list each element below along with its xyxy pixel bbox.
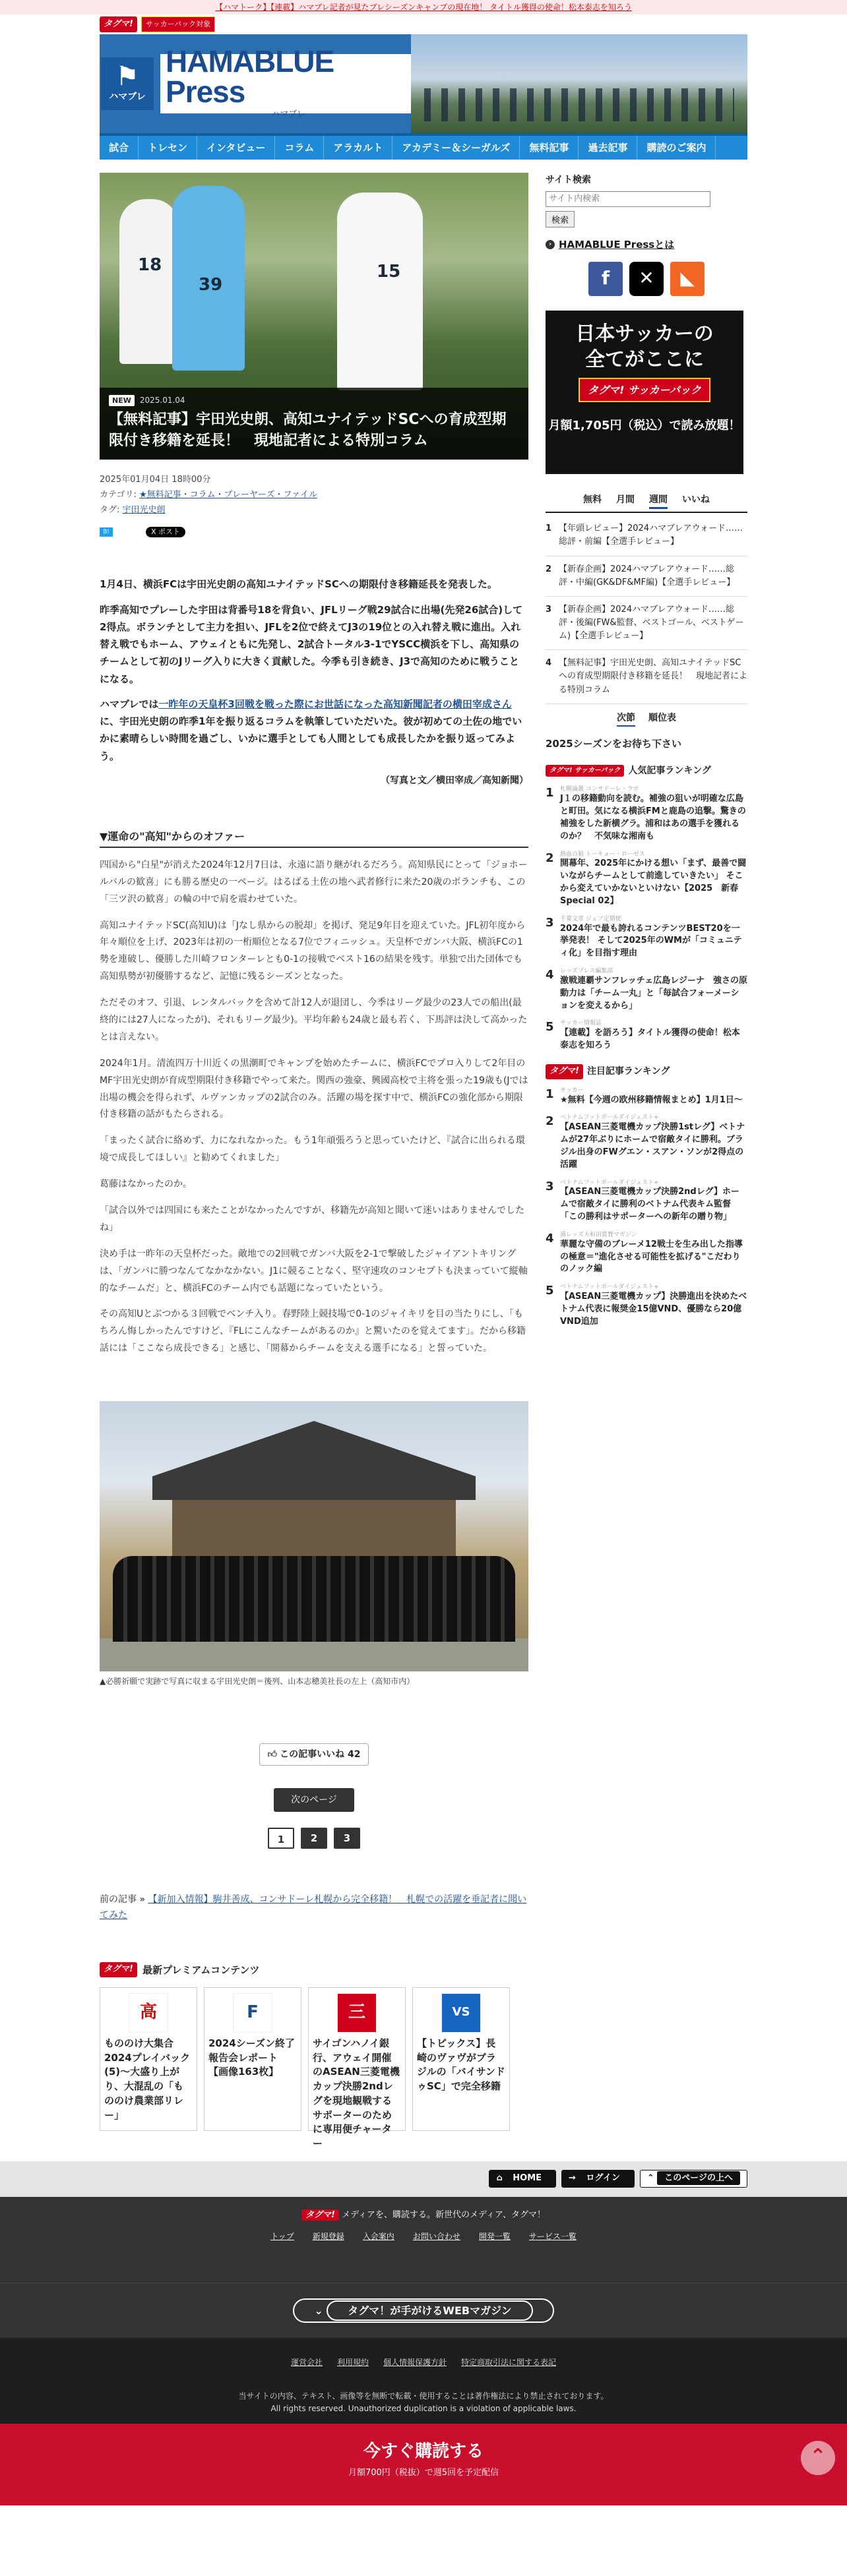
article (100, 173, 528, 2150)
subscribe-cta[interactable] (0, 2424, 847, 2505)
media-logo-icon: 高 (129, 1993, 168, 2033)
nav-interview[interactable]: インタビュー (197, 136, 275, 160)
body-paragraph: ただそのオフ、引退、レンタルバックを含めて計12人が退団し、今季はリーグ最少の23人での船出(最終的には27人になったが)、それもリーグ最少)。平均年齢も24歳と最も若く、下馬評は決して高かったとは言えない。 (100, 998, 528, 1042)
ad-pack: タグマ! サッカーパック (579, 378, 710, 403)
list-item[interactable]: 3 千葉文章 ジェフ定期便 2024年で最も誇れるコンテンツBEST20を一挙発表！ そして2025年のWMが「コミュニティ化」を目指す理由 (546, 915, 742, 959)
nav-free[interactable]: 無料記事 (520, 136, 579, 160)
list-item[interactable]: 1 札幌論叢 コンサドーレ・ラボ J１の移籍動向を読む。補強の狙いが明確な広島と町田。気になる横浜FMと鹿島の追撃。驚きの補強をした新横グラ。浦和はあの選手を獲れるのか？ 不気味な湘南も (546, 786, 746, 841)
article-body (100, 857, 528, 1358)
footer-tagline: メディアを、購読する。新世代のメディア、タグマ！ (342, 2209, 546, 2220)
cta-title: 今すぐ購読する (363, 2441, 484, 2461)
hero-date: 2025.01.04 (139, 396, 185, 405)
media-logo-icon: VS (441, 1993, 481, 2033)
tagma-logo: タグマ! (546, 1064, 583, 1079)
global-nav (100, 133, 747, 160)
list-item[interactable]: 2 ベトナムフットボールダイジェスト+ 【ASEAN三菱電機カップ決勝1stレグ】ベトナムが27年ぶりにホームで宿敵タイに勝利。ブラジル出身のFWグエン・スアン・ソンが2得点の活躍 (546, 1114, 745, 1170)
home-button[interactable]: ⌂ HOME (489, 2170, 556, 2188)
category-links[interactable]: ★無料記事・コラム・プレーヤーズ・ファイル (139, 489, 318, 500)
sidebar (546, 173, 747, 2131)
page-top-button[interactable]: ⌃ このページの上へ (640, 2170, 747, 2188)
page-3[interactable]: 3 (334, 1828, 360, 1849)
page-2[interactable]: 2 (301, 1828, 327, 1849)
about-label[interactable]: HAMABLUE Pressとは (559, 238, 675, 251)
photo-caption: ▲必勝祈願で実跡で写真に収まる宇田光史朗＝後列、山本志穂美社長の左上（高知市内） (100, 1677, 415, 1687)
category-label: カテゴリ: (100, 489, 137, 500)
tab-next-match[interactable]: 次節 (617, 711, 635, 727)
lead-text (100, 576, 528, 789)
nav-alacarte[interactable]: アラカルト (324, 136, 392, 160)
footer-link-terms[interactable]: 利用規約 (336, 2357, 369, 2367)
body-paragraph: 四国から"白星"が消えた2024年12月7日は、永遠に語り継がれるだろう。高知県民にとって「ジョホールバルの歓喜」にも勝る歴史の一ページ。はるばる土佐の地へ武者修行に来た20歳のボランチも、この「三ツ沢の歓喜」の輪の中で肩を震わせていた。 (100, 859, 528, 905)
hatena-icon[interactable]: B! (100, 527, 113, 537)
copyright-en: All rights reserved. Unauthorized duplication is a violation of applicable laws. (270, 2404, 577, 2414)
x-post-button[interactable]: X ポスト (146, 527, 185, 537)
footer-link-guide[interactable]: 入会案内 (362, 2231, 394, 2241)
premium-card[interactable] (204, 1987, 301, 2131)
tag-label: タグ: (100, 504, 120, 515)
announcement-bar[interactable] (0, 0, 847, 15)
premium-card[interactable] (100, 1987, 197, 2131)
thumbs-up-icon: 👍︎ (267, 1749, 278, 1760)
previous-article (100, 1892, 528, 1924)
footer-link-contact[interactable]: お問い合わせ (412, 2231, 460, 2241)
tagma-logo[interactable]: タグマ! (100, 16, 137, 33)
facebook-icon[interactable]: f (588, 262, 623, 296)
focus-ranking-header (546, 1064, 747, 1079)
premium-card-title: サイゴンハノイ銀行、アウェイ開催のASEAN三菱電機カップ決勝2ndレグを現地観戦するサポーターのために専用便チャーター (313, 2037, 400, 2150)
header-photo (411, 34, 747, 133)
prev-article-link[interactable]: 【新加入情報】駒井善成、コンサドーレ札幌から完全移籍！ 札幌での活躍を垂記者に聞いてみた (100, 1894, 527, 1921)
body-paragraph: 高知ユナイテッドSC(高知U)は「Jなし県からの脱却」を掲げ、発足9年目を迎えていた。JFL初年度から年々順位を上げ、2023年は初の一桁順位となる7位でフィニッシュ。天皇杯でガンバ大阪、横浜FCの1勢を連破し、優勝した川崎フロンターレとも0-1の接戦でベスト16の結果を残す。単独で出た団体でも高知県勢が初優勝するなど、記憶に残るシーズンとなった。 (100, 920, 526, 982)
footer-link-services[interactable]: サービス一覧 (528, 2231, 577, 2241)
standings-tabs (546, 711, 747, 727)
about-link[interactable] (546, 237, 747, 253)
scroll-top-icon[interactable]: ⌃ (801, 2441, 835, 2475)
tagma-logo: タグマ! (301, 2209, 339, 2221)
post-label: ポスト (158, 527, 181, 537)
x-icon[interactable]: ✕ (629, 262, 664, 296)
rss-icon[interactable]: ◣ (670, 262, 705, 296)
lead-paragraph: 1月4日、横浜FCは宇田光史朗の高知ユナイテッドSCへの期限付き移籍延長を発表した。 (100, 578, 497, 591)
nav-archive[interactable]: 過去記事 (579, 136, 637, 160)
pagination (100, 1828, 528, 1849)
footer-actions (0, 2161, 847, 2197)
lead-paragraph: 昨季高知でプレーした宇田は背番号18を背負い、JFLリーグ戦29試合に出場(先発26試合)して2得点。ボランチとして主力を担い、JFLを2位で終えてJ3の19位との入れ替え戦に進出。入れ替え戦でもホーム、アウェイともに先発し、2試合トータル3-1でYSCC横浜を下し、高知県のチームとして初のJリーグ入りに大きく貢献した。今季も引き続き、J3で高知のために戦うことになる。 (100, 603, 523, 685)
article-meta (100, 473, 528, 518)
media-logo-icon: F (233, 1993, 272, 2033)
hero-image: 18 39 15 NEW 2025.01.04 【無料記事】宇田光史朗、高知ユナイテッドSCへの育成型期限付き移籍を延長！ 現地記者による特別コラム (100, 173, 528, 460)
list-item[interactable]: 2 熱血の箱 トーキョー・ローゼス 開幕年、2025年にかける想い「まず、最善で闘いながらチームとして前進していきたい」 そこから変えていかないといけない【2025 新春Special 02】 (546, 851, 747, 906)
list-item[interactable]: 2 【新春企画】2024ハマブレアウォード……総評・中編(GK&DF&MF編)【全選手レビュー】 (546, 563, 747, 597)
tab-likes[interactable]: いいね (682, 494, 710, 505)
lead-paragraph: ハマブレでは一昨年の天皇杯3回戦を戦った際にお世話になった高知新聞記者の横田宰成さんに、宇田光史朗の昨季1年を振り返るコラムを執筆していただいた。彼が初めての土佐の地でいかに素晴らしい時間を過ごし、いかに選手としても人間としても成長したかを振り返ってみよう。 (100, 698, 522, 762)
premium-card[interactable] (412, 1987, 510, 2131)
section-title: ▼運命の"高知"からのオファー (100, 828, 528, 848)
list-item[interactable]: 1 【年頭レビュー】2024ハマブレアウォード……総評・前編【全選手レビュー】 (546, 522, 747, 556)
tagma-logo: タグマ! サッカーパック (546, 765, 624, 777)
footer-link-company[interactable]: 運営会社 (290, 2357, 323, 2367)
premium-card-title: 2024シーズン終了報告会レポート【画像163枚】 (208, 2037, 295, 2078)
popular-title: 人気記事ランキング (628, 765, 711, 777)
tab-free[interactable]: 無料 (583, 494, 602, 505)
footer-link-privacy[interactable]: 個人情報保護方針 (383, 2357, 447, 2367)
body-paragraph: 「まったく試合に絡めず、力になれなかった。もう1年頑張ろうと思っていたけど、『試合に出られる環境で成長してほしい』と勧めてくれました」 (100, 1135, 525, 1164)
like-count: 42 (348, 1749, 361, 1760)
premium-card[interactable] (308, 1987, 406, 2150)
premium-card-title: 【トピックス】長崎のヴァヴがブラジルの「バイサンドゥSC」で完全移籍 (417, 2037, 505, 2093)
emblem-label: ハマブレ (109, 91, 146, 102)
footer-link-tokutei[interactable]: 特定商取引法に関する表記 (461, 2357, 557, 2367)
footer-link-top[interactable]: トップ (270, 2231, 294, 2241)
ranking-list (546, 522, 747, 704)
premium-title: 最新プレミアムコンテンツ (142, 1963, 260, 1976)
ad-line2: 全てがここに (585, 347, 704, 371)
nav-training[interactable]: トレセン (139, 136, 197, 160)
related-link[interactable]: 一昨年の天皇杯3回戦を戦った際にお世話になった高知新聞記者の横田宰成さん (158, 698, 512, 710)
webmag-bar (0, 2283, 847, 2338)
chevron-right-icon: › (546, 240, 555, 249)
search-input[interactable] (546, 191, 710, 207)
list-item[interactable]: 3 【新春企画】2024ハマブレアウォード……総評・後編(FW&監督、ベストゴール、ベストゲーム)【全選手レビュー】 (546, 603, 747, 650)
nav-subscribe[interactable]: 購読のご案内 (637, 136, 716, 160)
body-paragraph: 「試合以外では四国にも来たことがなかったんですが、移籍先が高知と聞いて迷いはありませんでしたね」 (100, 1205, 524, 1233)
tag-link[interactable]: 宇田光史朗 (122, 504, 166, 515)
club-emblem[interactable] (101, 57, 154, 110)
credit: （写真と文／横田宰成／高知新聞） (381, 775, 528, 786)
media-logo-icon: 三 (337, 1993, 377, 2033)
body-paragraph: 葛藤はなかったのか。 (100, 1179, 192, 1190)
prev-label: 前の記事 » (100, 1894, 146, 1905)
share-bar (100, 527, 528, 537)
focus-title: 注目記事ランキング (586, 1066, 670, 1077)
login-button[interactable]: → ログイン (561, 2170, 635, 2188)
header-top (100, 15, 747, 34)
tagma-logo: タグマ! (100, 1962, 137, 1977)
footer-legal (0, 2338, 847, 2424)
eagle-icon: ⚑ (115, 61, 139, 92)
footer-link-signup[interactable]: 新規登録 (312, 2231, 344, 2241)
nav-match[interactable]: 試合 (100, 136, 139, 160)
premium-contents (100, 1962, 528, 2150)
footer-tagma (0, 2197, 847, 2283)
cta-subtitle: 月額700円（税抜）で週5回を予定配信 (348, 2468, 499, 2478)
next-page-button[interactable]: 次のページ (274, 1788, 354, 1812)
ad-line1: 日本サッカーの (575, 322, 714, 345)
search-button[interactable]: 検索 (546, 211, 575, 227)
list-item[interactable]: 1 サッカー ★無料【今週の欧州移籍情報まとめ】1月1日〜 (546, 1087, 743, 1105)
body-paragraph: 決め手は一昨年の天皇杯だった。敵地での2回戦でガンバ大阪を2-1で撃破したジャイアントキリングは、「ガンバに勝つなんてなかなかない。J1に競ることなく、堅守速攻のコンセプトも決まっていて縦軸的なチームだ」と、横浜FCのチーム内でも話題になっていたという。 (100, 1248, 528, 1294)
list-item[interactable]: 4 レッズプレス編集部 激戦連覇サンフレッチェ広島レジーナ 強さの原動力は「チーム一丸」と「毎試合フォーメーションを変えるから」 (546, 968, 747, 1011)
nav-column[interactable]: コラム (275, 136, 324, 160)
site-subtitle: ハマブレ (271, 109, 305, 119)
announcement-link[interactable]: 【ハマトーク】【連載】ハマブレ記者が見たプレシーズンキャンプの現在地！ タイトル獲得の使命！松本泰志を知ろう (215, 3, 632, 12)
ranking-tabs (546, 493, 747, 513)
webmag-button[interactable]: ⌄ タグマ！が手がけるWEBマガジン (293, 2298, 553, 2323)
tab-weekly[interactable]: 週間 (649, 493, 668, 509)
nav-academy[interactable]: アカデミー＆シーガルズ (392, 136, 520, 160)
tab-monthly[interactable]: 月間 (616, 494, 635, 505)
social-links (546, 262, 747, 296)
site-header (100, 34, 747, 133)
tab-standings[interactable]: 順位表 (648, 712, 676, 723)
search-title: サイト検索 (546, 175, 592, 185)
article-title: 【無料記事】宇田光史朗、高知ユナイテッドSCへの育成型期限付き移籍を延長！ 現地記者による特別コラム (109, 411, 507, 450)
hero-caption (100, 388, 528, 460)
page-1[interactable]: 1 (268, 1828, 294, 1849)
list-item[interactable]: 4 浦レッズ大和田賞賛マガジン 華麗な守備のブレーメ12戦士を生み出した指導の極意＝"進化させる可能性を拡げる"こだわりのノック編 (546, 1231, 743, 1274)
copyright-ja: 当サイトの内容、テキスト、画像等を無断で転載・使用することは著作権法により禁止されております。 (238, 2391, 609, 2401)
footer-link-list[interactable]: 開発一覧 (478, 2231, 511, 2241)
new-badge: NEW (109, 395, 135, 407)
list-item[interactable]: 3 ベトナムフットボールダイジェスト+ 【ASEAN三菱電機カップ決勝2ndレグ】ホームで宿敵タイに勝利のベトナム代表キム監督「この勝利はサポーターへの新年の贈り物」 (546, 1179, 739, 1222)
soccer-pack-ad[interactable] (546, 311, 743, 474)
popular-ranking-header (546, 764, 747, 778)
team-photo (100, 1401, 528, 1671)
site-title: HAMABLUE Press (166, 44, 334, 109)
like-button[interactable]: 👍︎ この記事いいね 42 (259, 1743, 369, 1766)
article-datetime: 2025年01月04日 18時00分 (100, 475, 211, 485)
list-item[interactable]: 5 サッカー情報誌 【連載】を語ろう】タイトル獲得の使命！松本泰志を知ろう (546, 1020, 740, 1051)
site-logo[interactable] (160, 44, 411, 119)
list-item[interactable]: 4 【無料記事】宇田光史朗、高知ユナイテッドSCへの育成型期限付き移籍を延長！ 現地記者による特別コラム (546, 657, 747, 704)
season-notice: 2025シーズンをお待ち下さい (546, 738, 681, 750)
ad-price: 月額1,705円（税込）で読み放題！ (548, 419, 741, 433)
body-paragraph: その高知Uとぶつかる３回戦でベンチ入り。春野陸上競技場で0-1のジャイキリを目の当たりにし、「もちろん悔しかったんですけど、『FLにこんなチームがあるのか』と驚いたのを覚えてます」。だから移籍話には「ここなら成長できる」と感じ、「開幕からチームを支える選手になる」と誓っていた。 (100, 1309, 526, 1354)
premium-card-title: もののけ大集合2024プレイバック(5)〜大盛り上がり、大混乱の「もののけ農業部リレー」 (104, 2037, 191, 2121)
list-item[interactable]: 5 ベトナムフットボールダイジェスト+ 【ASEAN三菱電機カップ】決勝進出を決めたベトナム代表に報奨金15億VND、優勝なら20億VND追加 (546, 1284, 747, 1327)
body-paragraph: 2024年1月。清流四万十川近くの黒潮町でキャンプを始めたチームに、横浜FCでプロ入りして2年目のMF宇田光史朗が育成型期限付き移籍でやって来た。関西の強豪、興國高校で主将を張った19歳も(Jでは出場の機会を得られず、ルヴァンカップの2試合のみ。活躍の場を探す中で、横浜FCの強化部から期限付き移籍の話がもたらされる。 (100, 1058, 528, 1120)
soccer-pack-badge[interactable]: サッカーパック対象 (141, 16, 215, 32)
